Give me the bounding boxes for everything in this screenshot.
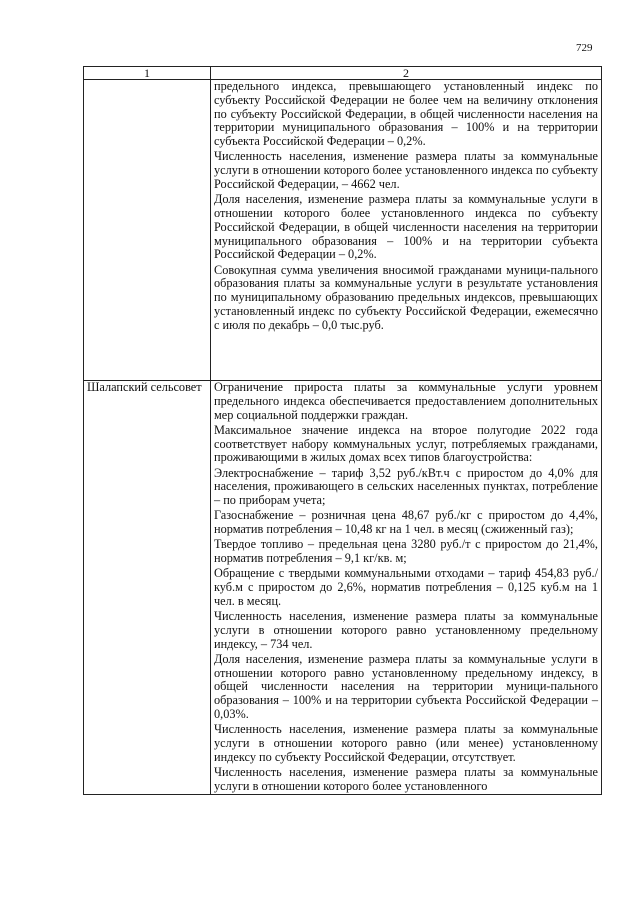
description-cell	[211, 381, 602, 795]
table-header-row	[84, 67, 602, 80]
paragraph: Газоснабжение – розничная цена 48,67 руб./кг с приростом до 4,4%, норматив потребления – 10,48 кг на 1 чел. в месяц (сжиженный газ);	[214, 508, 598, 537]
paragraph: Ограничение прироста платы за коммунальные услуги уровнем предельного индекса обеспечивается предоставлением дополнительных мер социальной поддержки граждан.	[214, 380, 598, 422]
paragraph: Доля населения, изменение размера платы за коммунальные услуги в отношении которого равно установленному предельному индексу, в общей численности населения на территории муници-пального образования – 100% и на территории субъекта Российской Федерации – 0,03%.	[214, 651, 598, 722]
municipality-name-cell	[84, 80, 211, 381]
paragraph: Электроснабжение – тариф 3,52 руб./кВт.ч с приростом до 4,0% для населения, проживающего в сельских населенных пунктах, потребление – по приборам учета;	[214, 465, 598, 508]
paragraph: Численность населения, изменение размера платы за коммунальные услуги в отношении которого более установленного индекса по субъекту Российской Федерации, – 4662 чел.	[214, 149, 598, 191]
paragraph: Твердое топливо – предельная цена 3280 руб./т с приростом до 21,4%, норматив потребления – 9,1 кг/кв. м;	[214, 537, 598, 566]
paragraph: Численность населения, изменение размера платы за коммунальные услуги в отношении которого более установленного	[214, 765, 598, 793]
column-header-1: 1	[84, 67, 211, 80]
paragraph: Совокупная сумма увеличения вносимой гражданами муници-пального образования платы за коммунальные услуги в результате установления по муниципальному образованию предельных индексов, превышающих установленный индекс по субъекту Российской Федерации, ежемесячно с июля по декабрь – 0,0 тыс.руб.	[214, 262, 598, 332]
paragraph: Доля населения, изменение размера платы за коммунальные услуги в отношении которого более установленного индекса по субъекту Российской Федерации, в общей численности населения на территории муниципального образования – 100% и на территории субъекта Российской Федерации – 0,2%.	[214, 192, 598, 262]
paragraph: Максимальное значение индекса на второе полугодие 2022 года соответствует набору коммунальных услуг, потребляемых гражданами, проживающими в жилых домах всех типов благоустройства:	[214, 422, 598, 465]
paragraph: Численность населения, изменение размера платы за коммунальные услуги в отношении которого равно (или менее) установленному индексу по субъекту Российской Федерации, отсутствует.	[214, 722, 598, 764]
description-cell	[211, 80, 602, 381]
table-row	[84, 80, 602, 381]
paragraph: Обращение с твердыми коммунальными отходами – тариф 454,83 руб./куб.м с приростом до 2,6%, норматив потребления – 0,125 куб.м на 1 чел. в месяц.	[214, 566, 598, 608]
table-row	[84, 381, 602, 795]
paragraph: Численность населения, изменение размера платы за коммунальные услуги в отношении которого равно установленному предельному индексу, – 734 чел.	[214, 609, 598, 651]
municipality-name-cell: Шалапский сельсовет	[84, 381, 211, 795]
column-header-2: 2	[211, 67, 602, 80]
indices-table	[83, 66, 602, 795]
page-number: 729	[576, 42, 593, 54]
paragraph: предельного индекса, превышающего установленный индекс по субъекту Российской Федерации не более чем на величину отклонения по субъекту Российской Федерации, в общей численности населения на территории муниципального образования – 100% и на территории субъекта Российской Федерации – 0,2%.	[214, 79, 598, 149]
